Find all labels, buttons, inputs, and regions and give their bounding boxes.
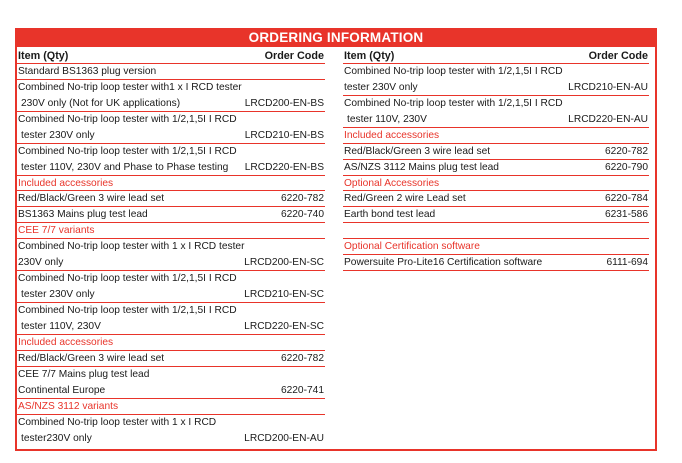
table-row xyxy=(17,207,325,223)
table-row xyxy=(343,96,649,112)
table-row xyxy=(17,415,325,431)
order-code: 6111-694 xyxy=(606,257,648,269)
item-name: tester 230V only xyxy=(344,81,418,93)
item-name: Combined No-trip loop tester with 1 x I RCD xyxy=(18,416,217,428)
table-row xyxy=(17,64,325,80)
item-name: Red/Black/Green 3 wire lead set xyxy=(344,145,491,157)
header-code: Order Code xyxy=(588,50,648,62)
item-name: tester230V only xyxy=(21,432,92,444)
order-code: 6231-586 xyxy=(604,209,648,221)
section-label: Optional Certification software xyxy=(344,241,480,253)
order-code: 6220-782 xyxy=(604,145,648,157)
section-heading xyxy=(17,335,325,351)
table-row xyxy=(17,351,325,367)
order-code: 6220-782 xyxy=(280,352,324,364)
header-code: Order Code xyxy=(264,50,324,62)
item-name: tester 110V, 230V xyxy=(21,320,101,332)
order-code: LRCD220-EN-AU xyxy=(568,113,648,125)
table-row xyxy=(343,144,649,160)
item-name: Red/Black/Green 3 wire lead set xyxy=(18,352,165,364)
table-row xyxy=(17,96,325,112)
order-code: LRCD210-EN-BS xyxy=(244,129,324,141)
table-row xyxy=(17,112,325,128)
item-name: tester 230V only xyxy=(21,289,95,301)
item-name: Combined No-trip loop tester with 1/2,1,5I I RCD xyxy=(344,65,563,77)
item-name: tester 110V, 230V xyxy=(347,113,427,125)
order-code: 6220-782 xyxy=(280,193,324,205)
section-label: Included accessories xyxy=(344,129,440,141)
order-code: LRCD200-EN-AU xyxy=(244,432,324,444)
section-heading xyxy=(17,176,325,192)
section-label: Included accessories xyxy=(18,177,114,189)
item-name: Combined No-trip loop tester with 1/2,1,5I I RCD xyxy=(18,273,237,285)
section-label: Optional Accessories xyxy=(344,177,440,189)
section-heading xyxy=(17,399,325,415)
item-name: Combined No-trip loop tester with 1/2,1,5I I RCD xyxy=(18,145,237,157)
item-name: Red/Black/Green 3 wire lead set xyxy=(18,193,165,205)
item-name: AS/NZS 3112 Mains plug test lead xyxy=(344,161,499,173)
order-code: 6220-790 xyxy=(604,161,648,173)
table-row xyxy=(17,303,325,319)
section-heading xyxy=(17,223,325,239)
item-name: 230V only (Not for UK applications) xyxy=(21,97,181,109)
item-name: Standard BS1363 plug version xyxy=(18,65,157,77)
item-name: Combined No-trip loop tester with 1/2,1,5I I RCD xyxy=(18,113,237,125)
table-row xyxy=(343,80,649,96)
order-code: 6220-784 xyxy=(604,193,648,205)
item-name: Combined No-trip loop tester with 1/2,1,5I I RCD xyxy=(18,305,237,316)
section-label: Included accessories xyxy=(18,336,114,348)
table-row xyxy=(17,271,325,287)
table-row xyxy=(17,128,325,144)
item-name: CEE 7/7 Mains plug test lead xyxy=(18,368,150,380)
column-header xyxy=(17,48,325,64)
table-row xyxy=(17,431,325,447)
item-name: 230V only xyxy=(18,257,64,269)
order-code: LRCD210-EN-AU xyxy=(568,81,648,93)
section-heading xyxy=(343,176,649,192)
item-name: Combined No-trip loop tester with 1 x I RCD tester xyxy=(18,241,245,253)
order-code: LRCD220-EN-SC xyxy=(244,320,324,332)
item-name: Red/Green 2 wire Lead set xyxy=(344,193,466,205)
table-row xyxy=(17,319,325,335)
table-row xyxy=(17,255,325,271)
table-row xyxy=(17,239,325,255)
table-row xyxy=(17,191,325,207)
section-heading xyxy=(343,239,649,255)
left-column xyxy=(17,48,325,446)
section-heading xyxy=(343,128,649,144)
order-code: 6220-740 xyxy=(280,209,324,221)
right-column xyxy=(343,48,649,271)
order-code: LRCD200-EN-BS xyxy=(244,97,324,109)
table-row xyxy=(17,367,325,383)
order-code: LRCD200-EN-SC xyxy=(244,257,324,269)
item-name: Combined No-trip loop tester with 1/2,1,5I I RCD xyxy=(344,97,563,109)
order-code: 6220-741 xyxy=(280,384,324,396)
header-item: Item (Qty) xyxy=(18,50,69,62)
table-row xyxy=(17,144,325,160)
table-row xyxy=(343,112,649,128)
table-row xyxy=(343,255,649,271)
section-title: ORDERING INFORMATION xyxy=(248,30,424,45)
table-row xyxy=(17,287,325,303)
item-name: Earth bond test lead xyxy=(344,209,436,221)
table-row xyxy=(17,80,325,96)
section-label: CEE 7/7 variants xyxy=(18,225,95,237)
item-name: BS1363 Mains plug test lead xyxy=(18,209,148,221)
item-name: Powersuite Pro-Lite16 Certification software xyxy=(344,257,543,269)
table-row xyxy=(343,160,649,176)
item-name: tester 110V, 230V and Phase to Phase testing xyxy=(21,161,229,173)
header-item: Item (Qty) xyxy=(344,50,395,62)
table-row xyxy=(17,383,325,399)
spacer-row xyxy=(343,223,649,239)
table-row xyxy=(343,64,649,80)
order-code: LRCD210-EN-SC xyxy=(244,289,324,301)
table-row xyxy=(343,207,649,223)
item-name: Combined No-trip loop tester with1 x I RCD tester xyxy=(18,81,242,93)
column-header xyxy=(343,48,649,64)
item-name: Continental Europe xyxy=(18,384,106,396)
order-code: LRCD220-EN-BS xyxy=(244,161,324,173)
item-name: tester 230V only xyxy=(21,129,95,141)
section-label: AS/NZS 3112 variants xyxy=(18,400,119,412)
table-row xyxy=(343,191,649,207)
table-row xyxy=(17,160,325,176)
